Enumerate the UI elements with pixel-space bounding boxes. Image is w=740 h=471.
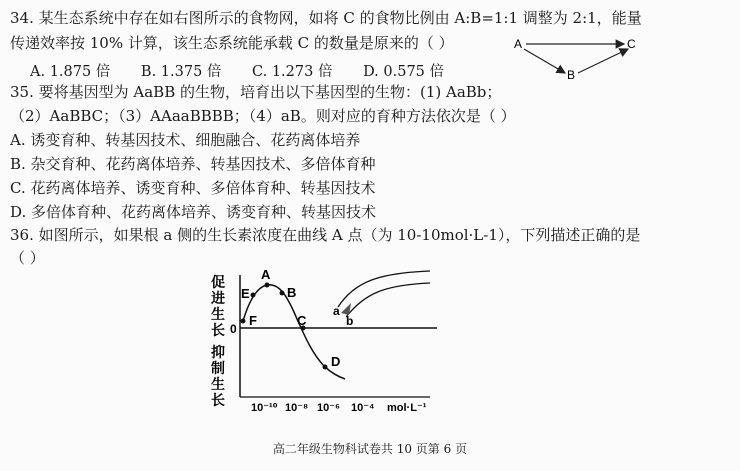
q35-stem-line1: 35. 要将基因型为 AaBB 的生物，培育出以下基因型的生物：(1) AaBb； [10,83,502,101]
point-e [251,293,256,298]
q34-stem-line2: 传递效率按 10% 计算，该生态系统能承载 C 的数量是原来的（ ） [10,34,454,52]
q34-option-d: D. 0.575 倍 [363,64,445,80]
q36-stem-line2: （ ） [10,249,45,267]
auxin-graph [205,265,445,425]
q35-option-d: D. 多倍体育种、花药离体培养、诱变育种、转基因技术 [10,203,377,221]
ylabel-promote-2: 进 [211,290,225,306]
label-c: C [297,313,307,328]
xtick-2: 10⁻⁸ [285,402,309,414]
xtick-4: 10⁻⁴ [351,402,375,414]
q34-option-b: B. 1.375 倍 [140,64,222,80]
foodweb-arrow-b-c [578,49,628,73]
ylabel-inhibit-3: 生 [211,376,225,392]
ylabel-inhibit-4: 长 [211,392,225,408]
q34-stem-line1: 34. 某生态系统中存在如右图所示的食物网，如将 C 的食物比例由 A:B=1:1 调整为 2:1，能量 [10,9,642,27]
inset-curve-upper [338,271,430,307]
q35-option-b: B. 杂交育种、花药离体培养、转基因技术、多倍体育种 [10,155,376,173]
point-f [241,319,246,324]
label-d: D [331,354,341,369]
point-d [323,365,328,370]
foodweb-arrow-a-b [524,49,565,73]
point-a [265,283,270,288]
xtick-1: 10⁻¹⁰ [251,402,278,414]
label-side-a: a [333,304,340,318]
q34-options [30,60,470,81]
inset-curve-lower [346,283,430,317]
ylabel-promote-4: 长 [211,322,225,338]
q35-option-a: A. 诱变育种、转基因技术、细胞融合、花药离体培养 [10,131,361,149]
food-web-diagram [512,33,642,83]
q34-option-c: C. 1.273 倍 [252,64,333,80]
q34-option-a: A. 1.875 倍 [30,64,111,80]
foodweb-node-b: B [567,68,576,82]
x-unit: mol·L⁻¹ [387,402,427,414]
origin-label: 0 [230,322,237,336]
label-f: F [249,313,257,328]
label-b: B [287,285,297,300]
q35-option-c: C. 花药离体培养、诱变育种、多倍体育种、转基因技术 [10,179,376,197]
page-footer: 高二年级生物科试卷共 10 页第 6 页 [272,442,468,456]
ylabel-promote-3: 生 [211,306,225,322]
label-side-b: b [346,314,354,328]
q36-stem-line1: 36. 如图所示，如果根 a 侧的生长素浓度在曲线 A 点（为 10-10mol·L-1），下列描述正确的是 [10,226,641,244]
ylabel-inhibit-2: 制 [211,360,225,376]
xtick-3: 10⁻⁶ [317,402,341,414]
ylabel-promote-1: 促 [211,274,225,290]
label-e: E [241,286,250,301]
ylabel-inhibit-1: 抑 [211,344,225,360]
foodweb-node-a: A [514,37,523,51]
q35-stem-line2: （2）AaBBC；（3）AAaaBBBB；（4）aB。则对应的育种方法依次是（ ） [10,107,516,125]
point-b [280,291,285,296]
foodweb-node-c: C [627,37,636,51]
label-a: A [261,267,271,282]
